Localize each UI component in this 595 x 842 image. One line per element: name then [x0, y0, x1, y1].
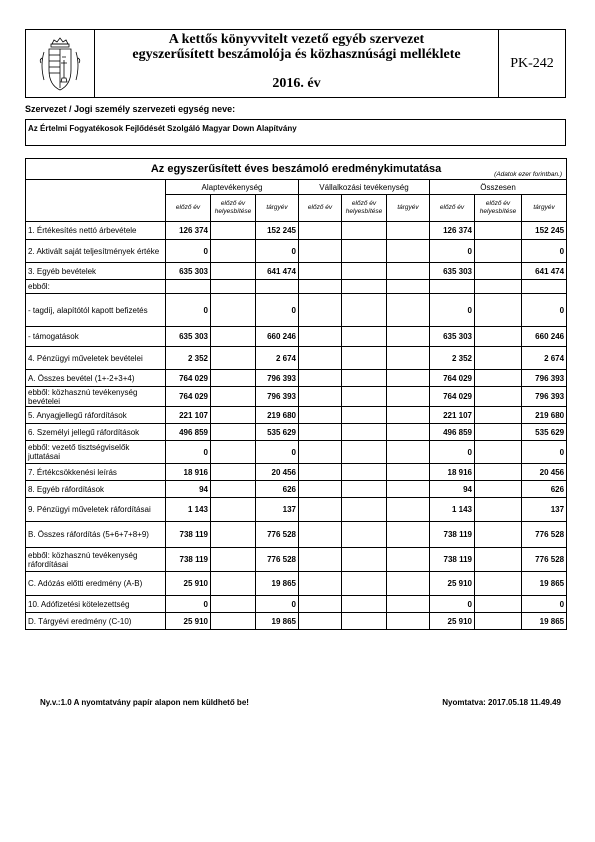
value-cell — [475, 498, 522, 522]
value-cell — [299, 240, 342, 263]
value-cell: 18 916 — [430, 464, 475, 481]
value-cell: 0 — [166, 240, 211, 263]
table-row — [26, 572, 567, 596]
value-cell — [342, 464, 387, 481]
table-row — [26, 240, 567, 263]
value-cell: 152 245 — [522, 222, 567, 240]
value-cell — [387, 613, 430, 630]
row-label: 6. Személyi jellegű ráfordítások — [26, 424, 166, 441]
value-cell — [299, 481, 342, 498]
value-cell — [342, 370, 387, 387]
value-cell: 641 474 — [522, 263, 567, 280]
value-cell — [475, 387, 522, 407]
value-cell — [211, 263, 256, 280]
value-cell — [299, 407, 342, 424]
subcolumn-header: tárgyév — [522, 195, 567, 222]
value-cell — [342, 294, 387, 327]
value-cell: 94 — [166, 481, 211, 498]
value-cell: 0 — [430, 294, 475, 327]
value-cell: 0 — [256, 240, 299, 263]
value-cell: 738 119 — [430, 522, 475, 548]
value-cell — [342, 441, 387, 464]
value-cell — [299, 498, 342, 522]
row-label: 9. Pénzügyi műveletek ráfordításai — [26, 498, 166, 522]
table-row — [26, 280, 567, 294]
table-row — [26, 548, 567, 572]
value-cell — [475, 572, 522, 596]
value-cell: 738 119 — [166, 522, 211, 548]
subcolumn-header: előző év — [299, 195, 342, 222]
subcolumn-header: előző év — [166, 195, 211, 222]
value-cell: 0 — [166, 441, 211, 464]
table-row — [26, 596, 567, 613]
value-cell — [387, 481, 430, 498]
value-cell — [475, 424, 522, 441]
row-label: B. Összes ráfordítás (5+6+7+8+9) — [26, 522, 166, 548]
value-cell: 635 303 — [430, 263, 475, 280]
value-cell: 796 393 — [522, 387, 567, 407]
value-cell — [211, 572, 256, 596]
value-cell: 1 143 — [430, 498, 475, 522]
value-cell: 496 859 — [166, 424, 211, 441]
value-cell — [342, 481, 387, 498]
value-cell — [387, 327, 430, 347]
value-cell — [299, 464, 342, 481]
value-cell — [342, 596, 387, 613]
row-label: - támogatások — [26, 327, 166, 347]
value-cell: 2 352 — [166, 347, 211, 370]
value-cell — [475, 370, 522, 387]
value-cell — [211, 280, 256, 294]
row-label: 8. Egyéb ráfordítások — [26, 481, 166, 498]
value-cell — [211, 327, 256, 347]
value-cell — [387, 370, 430, 387]
group-header-osszesen: Összesen — [430, 180, 567, 195]
value-cell — [211, 596, 256, 613]
value-cell — [299, 280, 342, 294]
print-timestamp: Nyomtatva: 2017.05.18 11.49.49 — [442, 698, 561, 707]
value-cell: 764 029 — [430, 370, 475, 387]
value-cell — [387, 240, 430, 263]
value-cell — [211, 464, 256, 481]
row-label: D. Tárgyévi eredmény (C-10) — [26, 613, 166, 630]
value-cell: 1 143 — [166, 498, 211, 522]
label-header-cell — [26, 180, 166, 222]
value-cell — [475, 548, 522, 572]
subcolumn-header: tárgyév — [256, 195, 299, 222]
unit-note: (Adatok ezer forintban.) — [494, 171, 563, 178]
value-cell: 0 — [430, 240, 475, 263]
value-cell: 0 — [256, 596, 299, 613]
form-header — [25, 29, 566, 98]
value-cell: 0 — [256, 441, 299, 464]
value-cell: 0 — [430, 441, 475, 464]
value-cell — [342, 407, 387, 424]
value-cell — [475, 596, 522, 613]
value-cell: 0 — [430, 596, 475, 613]
value-cell — [342, 572, 387, 596]
value-cell — [256, 280, 299, 294]
report-year: 2016. év — [272, 76, 321, 91]
coat-of-arms-icon — [26, 30, 95, 97]
value-cell: 0 — [522, 596, 567, 613]
value-cell — [387, 387, 430, 407]
value-cell — [522, 280, 567, 294]
value-cell — [387, 596, 430, 613]
value-cell — [475, 481, 522, 498]
report-title: Az egyszerűsített éves beszámoló eredménykimutatása — [150, 163, 442, 175]
value-cell: 94 — [430, 481, 475, 498]
value-cell — [387, 222, 430, 240]
value-cell: 660 246 — [522, 327, 567, 347]
organization-name: Az Értelmi Fogyatékosok Fejlődését Szolgáló Magyar Down Alapítvány — [28, 124, 297, 133]
table-row — [26, 294, 567, 327]
value-cell — [211, 613, 256, 630]
value-cell — [342, 222, 387, 240]
value-cell — [211, 498, 256, 522]
value-cell — [475, 263, 522, 280]
value-cell: 635 303 — [430, 327, 475, 347]
form-title — [95, 30, 498, 97]
value-cell: 626 — [522, 481, 567, 498]
table-row — [26, 327, 567, 347]
value-cell — [475, 441, 522, 464]
value-cell — [430, 280, 475, 294]
value-cell — [299, 424, 342, 441]
value-cell — [211, 240, 256, 263]
value-cell — [387, 522, 430, 548]
table-row — [26, 370, 567, 387]
value-cell — [299, 222, 342, 240]
value-cell — [475, 222, 522, 240]
value-cell — [387, 280, 430, 294]
value-cell — [211, 522, 256, 548]
subcolumn-header: előző év helyesbítése — [475, 195, 522, 222]
value-cell — [299, 441, 342, 464]
row-label: ebből: közhasznú tevékenység bevételei — [26, 387, 166, 407]
value-cell — [475, 613, 522, 630]
value-cell: 635 303 — [166, 263, 211, 280]
row-label: 2. Aktivált saját teljesítmények értéke — [26, 240, 166, 263]
value-cell: 0 — [522, 240, 567, 263]
value-cell: 635 303 — [166, 327, 211, 347]
value-cell: 219 680 — [256, 407, 299, 424]
value-cell — [299, 548, 342, 572]
table-row — [26, 424, 567, 441]
value-cell — [299, 263, 342, 280]
value-cell — [387, 424, 430, 441]
row-label: ebből: vezető tisztségviselők juttatásai — [26, 441, 166, 464]
subcolumn-header: tárgyév — [387, 195, 430, 222]
value-cell: 776 528 — [522, 522, 567, 548]
value-cell: 535 629 — [522, 424, 567, 441]
value-cell — [211, 424, 256, 441]
value-cell: 0 — [166, 596, 211, 613]
value-cell: 126 374 — [430, 222, 475, 240]
table-row — [26, 613, 567, 630]
value-cell: 796 393 — [256, 387, 299, 407]
value-cell: 0 — [166, 294, 211, 327]
value-cell — [299, 613, 342, 630]
value-cell: 19 865 — [256, 613, 299, 630]
row-label: 3. Egyéb bevételek — [26, 263, 166, 280]
organization-name-field — [25, 119, 566, 146]
value-cell — [475, 240, 522, 263]
value-cell — [211, 370, 256, 387]
table-row — [26, 441, 567, 464]
value-cell — [387, 407, 430, 424]
value-cell: 738 119 — [166, 548, 211, 572]
value-cell — [342, 347, 387, 370]
value-cell: 20 456 — [256, 464, 299, 481]
row-label: 1. Értékesítés nettó árbevétele — [26, 222, 166, 240]
row-label: C. Adózás előtti eredmény (A-B) — [26, 572, 166, 596]
form-code: PK-242 — [498, 30, 565, 97]
value-cell — [342, 424, 387, 441]
value-cell: 20 456 — [522, 464, 567, 481]
value-cell: 764 029 — [166, 370, 211, 387]
value-cell — [342, 327, 387, 347]
value-cell: 152 245 — [256, 222, 299, 240]
title-line-2: egyszerűsített beszámolója és közhasznúsági melléklete — [132, 47, 461, 62]
income-statement-table — [25, 158, 567, 630]
value-cell: 535 629 — [256, 424, 299, 441]
value-cell — [475, 464, 522, 481]
table-row — [26, 498, 567, 522]
value-cell — [387, 464, 430, 481]
value-cell: 776 528 — [256, 522, 299, 548]
subcolumn-header: előző év helyesbítése — [211, 195, 256, 222]
table-row — [26, 407, 567, 424]
value-cell: 2 352 — [430, 347, 475, 370]
value-cell: 19 865 — [522, 613, 567, 630]
value-cell: 626 — [256, 481, 299, 498]
table-row — [26, 464, 567, 481]
table-row — [26, 222, 567, 240]
value-cell — [387, 498, 430, 522]
value-cell — [475, 327, 522, 347]
value-cell: 738 119 — [430, 548, 475, 572]
value-cell: 776 528 — [256, 548, 299, 572]
value-cell — [342, 522, 387, 548]
value-cell — [475, 280, 522, 294]
value-cell: 25 910 — [166, 613, 211, 630]
report-title-cell — [26, 159, 567, 180]
value-cell — [299, 522, 342, 548]
value-cell — [299, 294, 342, 327]
value-cell — [211, 548, 256, 572]
table-row — [26, 387, 567, 407]
value-cell — [211, 407, 256, 424]
value-cell: 0 — [522, 294, 567, 327]
value-cell: 796 393 — [522, 370, 567, 387]
value-cell — [299, 347, 342, 370]
value-cell — [299, 596, 342, 613]
row-label: ebből: — [26, 280, 166, 294]
value-cell — [387, 294, 430, 327]
row-label: 10. Adófizetési kötelezettség — [26, 596, 166, 613]
value-cell: 776 528 — [522, 548, 567, 572]
table-row — [26, 481, 567, 498]
value-cell — [299, 572, 342, 596]
group-header-alap: Alaptevékenység — [166, 180, 299, 195]
table-row — [26, 347, 567, 370]
value-cell — [211, 481, 256, 498]
value-cell — [166, 280, 211, 294]
value-cell — [342, 263, 387, 280]
value-cell — [387, 347, 430, 370]
row-label: 4. Pénzügyi műveletek bevételei — [26, 347, 166, 370]
value-cell: 19 865 — [522, 572, 567, 596]
group-header-vallalkozasi: Vállalkozási tevékenység — [299, 180, 430, 195]
value-cell: 496 859 — [430, 424, 475, 441]
title-line-1: A kettős könyvvitelt vezető egyéb szervezet — [168, 32, 425, 47]
value-cell — [475, 347, 522, 370]
row-label: - tagdíj, alapítótól kapott befizetés — [26, 294, 166, 327]
value-cell — [387, 548, 430, 572]
value-cell: 18 916 — [166, 464, 211, 481]
value-cell — [475, 522, 522, 548]
value-cell — [387, 441, 430, 464]
value-cell — [211, 294, 256, 327]
subcolumn-header: előző év helyesbítése — [342, 195, 387, 222]
value-cell: 660 246 — [256, 327, 299, 347]
footer-note: Ny.v.:1.0 A nyomtatvány papír alapon nem küldhető be! — [40, 698, 249, 707]
value-cell — [342, 613, 387, 630]
value-cell — [342, 548, 387, 572]
subcolumn-header: előző év — [430, 195, 475, 222]
value-cell — [387, 572, 430, 596]
value-cell: 221 107 — [166, 407, 211, 424]
value-cell — [475, 294, 522, 327]
value-cell: 19 865 — [256, 572, 299, 596]
value-cell: 137 — [522, 498, 567, 522]
value-cell: 25 910 — [430, 572, 475, 596]
value-cell — [211, 387, 256, 407]
value-cell: 126 374 — [166, 222, 211, 240]
value-cell — [299, 327, 342, 347]
value-cell: 2 674 — [256, 347, 299, 370]
value-cell — [299, 387, 342, 407]
value-cell — [342, 280, 387, 294]
row-label: 7. Értékcsökkenési leírás — [26, 464, 166, 481]
organization-label: Szervezet / Jogi személy szervezeti egység neve: — [25, 104, 236, 114]
value-cell: 764 029 — [166, 387, 211, 407]
value-cell: 641 474 — [256, 263, 299, 280]
value-cell: 219 680 — [522, 407, 567, 424]
value-cell — [211, 441, 256, 464]
value-cell — [342, 387, 387, 407]
value-cell: 137 — [256, 498, 299, 522]
value-cell: 221 107 — [430, 407, 475, 424]
value-cell: 796 393 — [256, 370, 299, 387]
value-cell: 2 674 — [522, 347, 567, 370]
table-row — [26, 522, 567, 548]
value-cell — [342, 498, 387, 522]
value-cell — [211, 347, 256, 370]
value-cell: 0 — [522, 441, 567, 464]
value-cell — [342, 240, 387, 263]
table-row — [26, 263, 567, 280]
value-cell: 764 029 — [430, 387, 475, 407]
row-label: A. Összes bevétel (1+-2+3+4) — [26, 370, 166, 387]
value-cell — [387, 263, 430, 280]
value-cell — [299, 370, 342, 387]
value-cell: 25 910 — [430, 613, 475, 630]
value-cell — [475, 407, 522, 424]
value-cell — [211, 222, 256, 240]
row-label: ebből: közhasznú tevékenység ráfordításai — [26, 548, 166, 572]
row-label: 5. Anyagjellegű ráfordítások — [26, 407, 166, 424]
value-cell: 0 — [256, 294, 299, 327]
value-cell: 25 910 — [166, 572, 211, 596]
